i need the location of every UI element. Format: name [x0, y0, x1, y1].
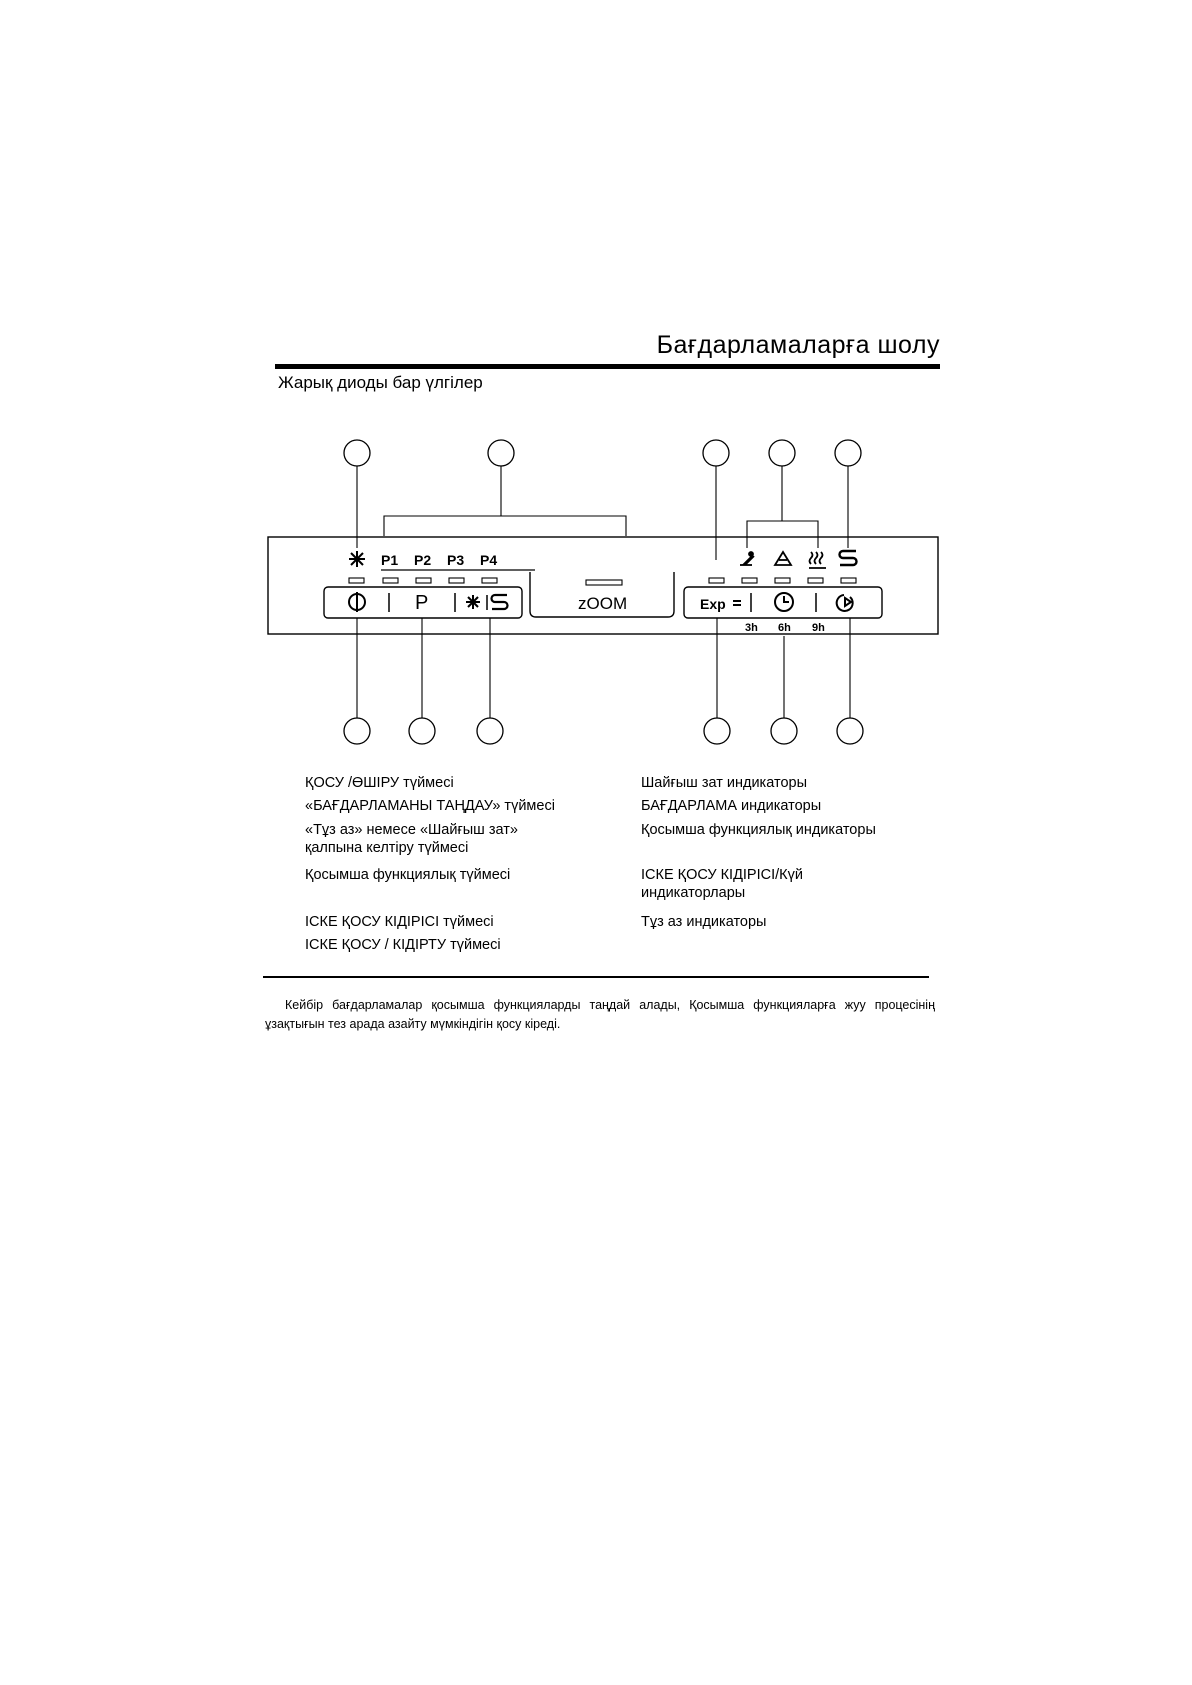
- legend-text: ІСКЕ ҚОСУ КІДІРІСІ түймесі: [305, 914, 494, 930]
- legend-text: индикаторлары: [641, 885, 746, 901]
- led-indicator: [449, 578, 464, 583]
- led-indicator: [416, 578, 431, 583]
- note-paragraph: Кейбір бағдарламалар қосымша функцияларды таңдай алады, Қосымша функцияларға жуу процесінің ұзақтығын тез арада азайту мүмкіндігін қосу кіреді.: [265, 998, 935, 1031]
- legend-text: «БАҒДАРЛАМАНЫ ТАҢДАУ» түймесі: [305, 798, 555, 814]
- callout-circle: [769, 440, 795, 466]
- legend-text: қалпына келтіру түймесі: [305, 840, 469, 856]
- legend-item: [305, 866, 510, 884]
- zoom-logo: zOOM: [578, 594, 628, 613]
- legend-text: ІСКЕ ҚОСУ / КІДІРТУ түймесі: [305, 937, 501, 953]
- snowflake-icon: [349, 551, 365, 567]
- led-indicator: [586, 580, 622, 585]
- power-icon[interactable]: [349, 592, 365, 612]
- led-indicator: [349, 578, 364, 583]
- legend-item: [641, 774, 807, 792]
- callout-circle: [835, 440, 861, 466]
- callout-circle: [477, 718, 503, 744]
- legend-item: [305, 936, 501, 954]
- legend-item: [305, 821, 518, 857]
- legend-item: [641, 821, 876, 839]
- start-pause-icon[interactable]: [837, 595, 853, 611]
- rinse-aid-icon: [775, 552, 791, 565]
- legend-text: ҚОСУ /ӨШІРУ түймесі: [305, 775, 454, 791]
- indicator-label-p4: P4: [480, 552, 498, 568]
- led-indicator: [709, 578, 724, 583]
- callout-circle: [704, 718, 730, 744]
- legend-item: [305, 797, 555, 815]
- express-button[interactable]: Exp: [700, 596, 726, 612]
- indicator-label-p3: P3: [447, 552, 465, 568]
- delay-9h-label: 9h: [812, 622, 825, 634]
- legend-text: Шайғыш зат индикаторы: [641, 775, 807, 791]
- legend-item: [641, 913, 766, 931]
- detergent-icon: [740, 552, 754, 565]
- legend-text: ІСКЕ ҚОСУ КІДІРІСІ/Күй: [641, 867, 803, 883]
- page-title: Бағдарламаларға шолу: [656, 331, 940, 359]
- led-indicator: [742, 578, 757, 583]
- led-indicator: [841, 578, 856, 583]
- snowflake-icon[interactable]: [466, 595, 480, 609]
- legend-text: Қосымша функциялық индикаторы: [641, 822, 876, 838]
- express-arrow-icon: [733, 601, 741, 605]
- delay-timer-icon[interactable]: [775, 593, 793, 611]
- legend-item: [641, 797, 821, 815]
- callout-circle: [409, 718, 435, 744]
- legend-item: [641, 866, 803, 902]
- indicator-label-p2: P2: [414, 552, 432, 568]
- legend-text: БАҒДАРЛАМА индикаторы: [641, 798, 822, 814]
- section-subtitle: Жарық диоды бар үлгілер: [278, 373, 483, 392]
- salt-icon[interactable]: [492, 595, 508, 609]
- legend-item: [305, 774, 454, 792]
- legend-text: Қосымша функциялық түймесі: [305, 867, 511, 883]
- delay-6h-label: 6h: [778, 622, 791, 634]
- program-button[interactable]: P: [415, 592, 429, 614]
- led-indicator: [383, 578, 398, 583]
- indicator-label-p1: P1: [381, 552, 399, 568]
- led-indicator: [808, 578, 823, 583]
- callout-circle: [488, 440, 514, 466]
- legend-item: [305, 913, 494, 931]
- legend-text: Тұз аз индикаторы: [641, 914, 767, 930]
- callout-circle: [771, 718, 797, 744]
- drying-icon: [809, 552, 826, 568]
- legend-text: «Тұз аз» немесе «Шайғыш зат»: [305, 822, 518, 838]
- led-indicator: [482, 578, 497, 583]
- callout-circle: [703, 440, 729, 466]
- salt-indicator-icon: [840, 551, 857, 565]
- led-indicator: [775, 578, 790, 583]
- section-divider: [263, 976, 929, 978]
- callout-circle: [344, 440, 370, 466]
- delay-3h-label: 3h: [745, 622, 758, 634]
- callout-circle: [837, 718, 863, 744]
- callout-circle: [344, 718, 370, 744]
